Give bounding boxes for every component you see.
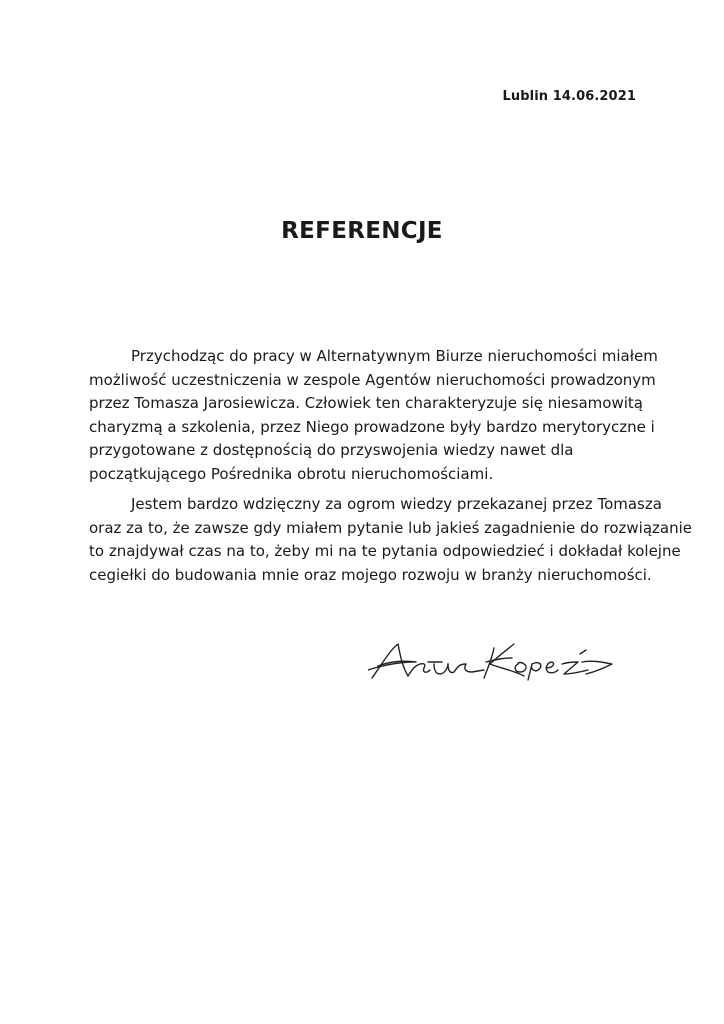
paragraph-line: możliwość uczestniczenia w zespole Agentów nieruchomości prowadzonym xyxy=(89,370,656,389)
paragraph-line: Jestem bardzo wdzięczny za ogrom wiedzy przekazanej przez Tomasza xyxy=(131,495,662,513)
paragraph-line: cegiełki do budowania mnie oraz mojego rozwoju w branży nieruchomości. xyxy=(89,565,652,584)
paragraph-line: początkującego Pośrednika obrotu nieruchomościami. xyxy=(89,464,494,483)
paragraph-1 xyxy=(89,345,658,486)
paragraph-line: Przychodząc do pracy w Alternatywnym Biurze nieruchomości miałem xyxy=(131,347,658,365)
signature-strokes xyxy=(368,644,612,680)
paragraph-line: przez Tomasza Jarosiewicza. Człowiek ten charakteryzuje się niesamowitą xyxy=(89,394,643,412)
paragraph-line: charyzmą a szkolenia, przez Niego prowadzone były bardzo merytoryczne i xyxy=(89,417,655,436)
paragraph-line: to znajdywał czas na to, żeby mi na te pytania odpowiedzieć i dokładał kolejne xyxy=(89,542,681,560)
letter-body xyxy=(89,345,692,587)
place-date: Lublin 14.06.2021 xyxy=(502,89,636,104)
document-title: REFERENCJE xyxy=(281,218,443,244)
handwritten-signature xyxy=(368,640,614,684)
paragraph-2 xyxy=(89,493,692,587)
paragraph-line: przygotowane z dostępnością do przyswojenia wiedzy nawet dla xyxy=(89,441,574,459)
paragraph-spacer xyxy=(89,486,649,493)
paragraph-line: oraz za to, że zawsze gdy miałem pytanie lub jakieś zagadnienie do rozwiązanie xyxy=(89,518,692,537)
